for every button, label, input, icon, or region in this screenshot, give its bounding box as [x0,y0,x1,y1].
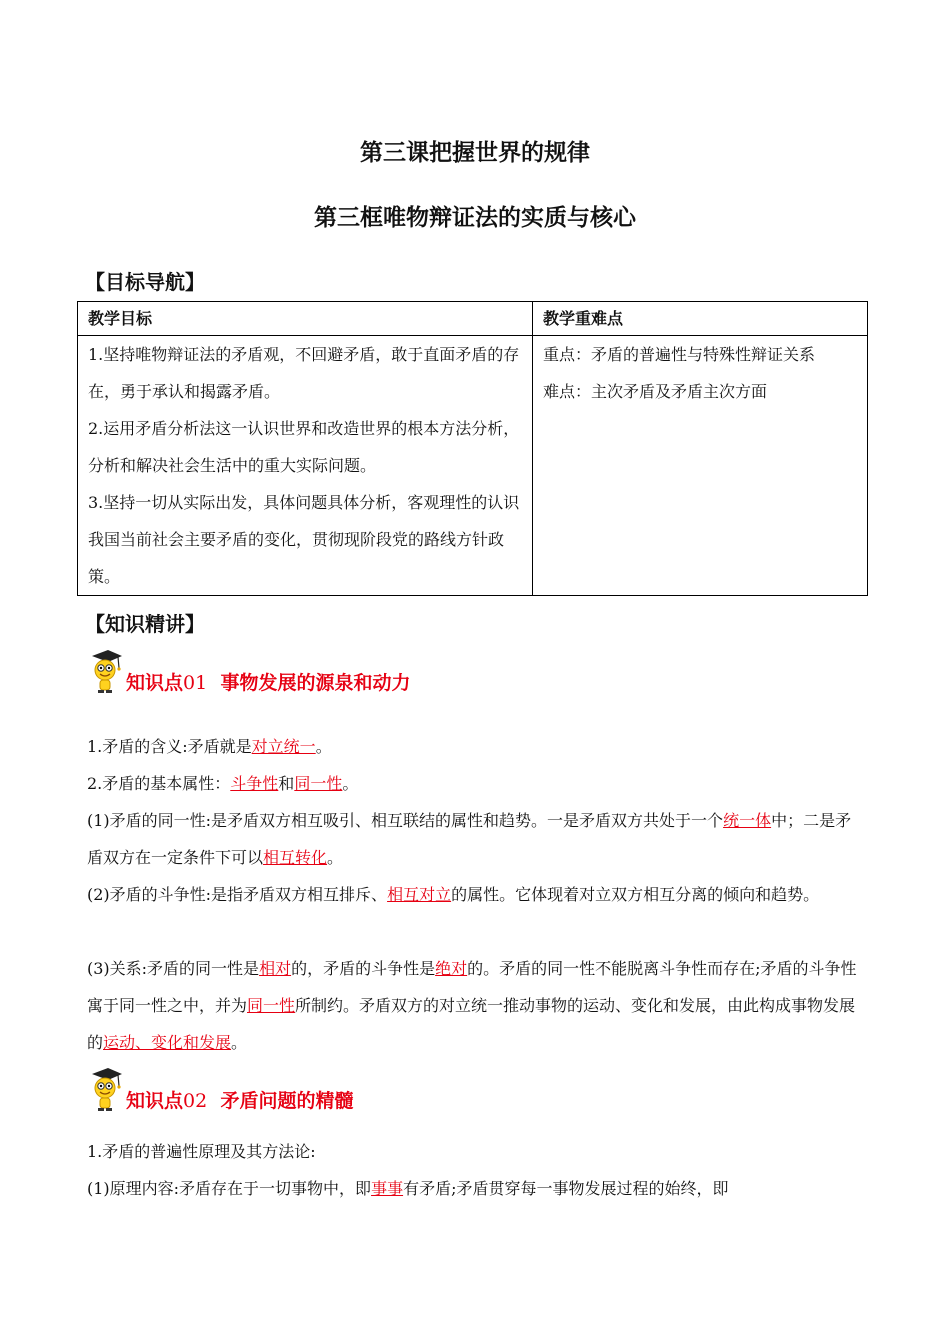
text: 2.矛盾的基本属性： [87,774,231,793]
kp-number: 01 [183,672,208,694]
section-heading-goals: 【目标导航】 [85,270,205,294]
paragraph [87,728,867,765]
kp-prefix: 知识点 [126,672,184,694]
scholar-icon [88,648,124,696]
highlight-answer: 统一体 [723,811,772,830]
text: 。 [327,848,344,867]
goal-item: 2.运用矛盾分析法这一认识世界和改造世界的根本方法分析，分析和解决社会生活中的重大实际问题。 [88,419,520,475]
table-header: 教学目标 [78,302,533,336]
section-heading-knowledge: 【知识精讲】 [85,612,205,636]
text: (1)原理内容:矛盾存在于一切事物中，即 [87,1179,372,1198]
paragraph [87,876,867,913]
highlight-answer: 相互对立 [387,885,452,904]
text: 1.矛盾的含义:矛盾就是 [87,737,252,756]
goal-item: 1.坚持唯物辩证法的矛盾观，不回避矛盾，敢于直面矛盾的存在，勇于承认和揭露矛盾。 [88,345,520,401]
paragraph: 1.矛盾的普遍性原理及其方法论: [87,1142,316,1161]
text: 中；二是矛盾双方在一定条件下可以 [87,811,852,867]
paragraph [87,1170,867,1207]
goals-table [77,301,868,596]
table-cell-goals [78,336,533,596]
text: 有矛盾;矛盾贯穿每一事物发展过程的始终，即 [403,1179,729,1198]
highlight-answer: 同一性 [247,996,296,1015]
highlight-answer: 同一性 [294,774,343,793]
keypoint-item: 难点：主次矛盾及矛盾主次方面 [543,382,768,401]
page-title: 第三课把握世界的规律 [360,140,590,166]
kp-number: 02 [183,1090,208,1112]
highlight-answer: 对立统一 [251,737,316,756]
text: 的属性。它体现着对立双方相互分离的倾向和趋势。 [451,885,820,904]
goal-item: 3.坚持一切从实际出发，具体问题具体分析，客观理性的认识我国当前社会主要矛盾的变化，贯彻现阶段党的路线方针政策。 [88,493,520,586]
text: 所制约。矛盾双方的对立统一推动事物的运动、变化和发展，由此构成事物发展的 [87,996,856,1052]
text: 。 [342,774,359,793]
text: 的。矛盾的同一性不能脱离斗争性而存在;矛盾的斗争性寓于同一性之中，并为 [87,959,857,1015]
text: (3)关系:矛盾的同一性是 [87,959,260,978]
text: 。 [315,737,332,756]
knowledge-point-label [126,1086,353,1113]
table-row [78,336,868,596]
text: 和 [278,774,295,793]
scholar-icon [88,1066,124,1114]
highlight-answer: 运动、变化和发展 [103,1033,232,1052]
text: 的，矛盾的斗争性是 [291,959,436,978]
text: (2)矛盾的斗争性:是指矛盾双方相互排斥、 [87,885,388,904]
knowledge-point-label [126,668,410,695]
kp-title: 矛盾问题的精髓 [220,1090,354,1112]
table-header: 教学重难点 [533,302,868,336]
paragraph [87,950,867,1061]
paragraph [87,765,867,802]
highlight-answer: 相对 [259,959,292,978]
page-subtitle: 第三框唯物辩证法的实质与核心 [314,205,636,231]
kp-title: 事物发展的源泉和动力 [220,672,411,694]
highlight-answer: 斗争性 [230,774,279,793]
text: 。 [231,1033,248,1052]
highlight-answer: 绝对 [435,959,468,978]
highlight-answer: 相互转化 [263,848,328,867]
table-header-row [78,302,868,336]
paragraph [87,802,867,876]
text: (1)矛盾的同一性:是矛盾双方相互吸引、相互联结的属性和趋势。一是矛盾双方共处于一个 [87,811,724,830]
keypoint-item: 重点：矛盾的普遍性与特殊性辩证关系 [543,345,816,364]
table-cell-keypoints [533,336,868,596]
kp-prefix: 知识点 [126,1090,184,1112]
highlight-answer: 事事 [371,1179,404,1198]
